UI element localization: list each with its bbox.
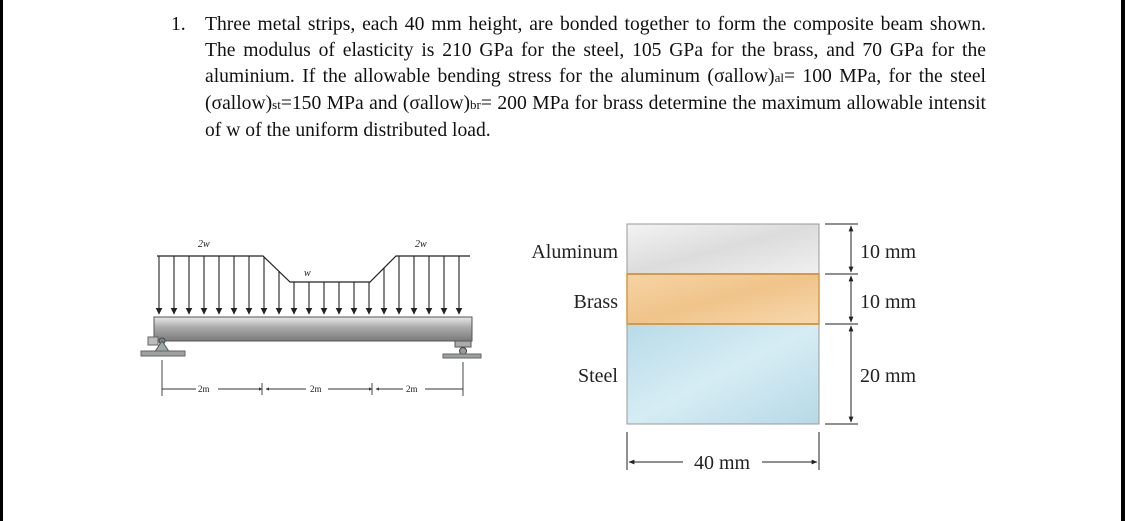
brass-thickness: 10 mm <box>860 291 917 313</box>
steel-thickness: 20 mm <box>860 365 917 387</box>
thickness-dimensions <box>825 224 858 424</box>
aluminum-label: Aluminum <box>531 241 618 263</box>
load-label-right: 2w <box>415 239 427 250</box>
aluminum-thickness: 10 mm <box>860 241 917 263</box>
brass-label: Brass <box>573 291 618 313</box>
problem-number: 1. <box>171 14 186 35</box>
steel-layer <box>627 324 819 424</box>
steel-label: Steel <box>578 365 618 387</box>
width-label: 40 mm <box>693 452 751 474</box>
span-label-1: 2m <box>198 384 210 394</box>
load-label-mid: w <box>304 268 311 279</box>
aluminum-layer <box>627 224 819 274</box>
load-label-left: 2w <box>198 239 210 250</box>
brass-layer <box>627 274 819 324</box>
span-label-3: 2m <box>406 384 418 394</box>
problem-text: Three metal strips, each 40 mm height, are bonded together to form the composite beam shown. The modulus of elasticity is 210 GPa for the steel, 105 GPa for the brass, and 70 GPa for the aluminium. If the allowable bending stress for the aluminum (σallow)al= 100 MPa, for the steel (σallow)st=150 MPa and (σallow)br= 200 MPa for brass determine the maximum allowable intensit of w of the uniform distributed load. <box>205 14 986 141</box>
span-label-2: 2m <box>310 384 322 394</box>
